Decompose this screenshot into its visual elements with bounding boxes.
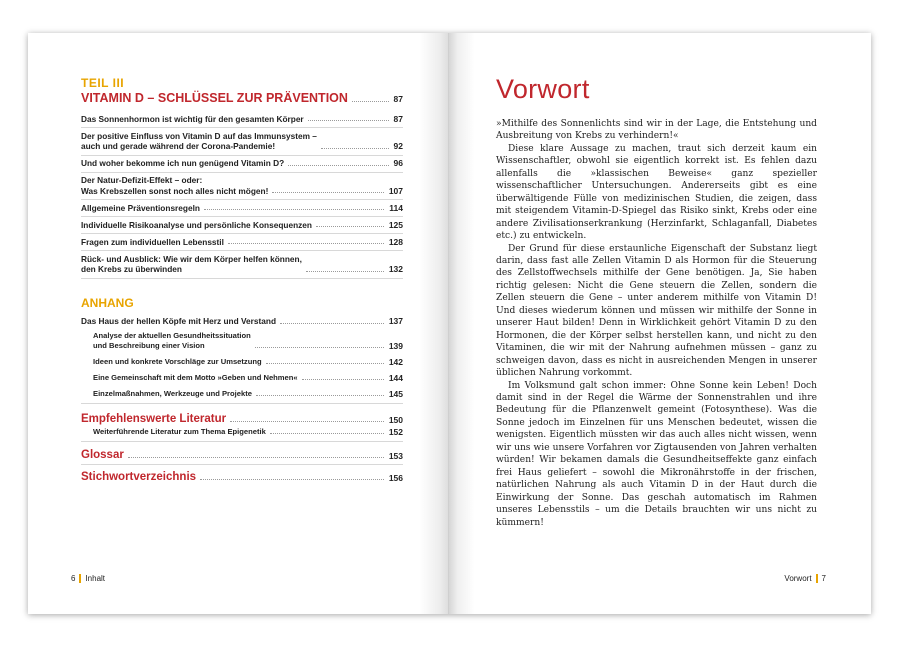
entry-text	[81, 114, 304, 125]
body-text	[496, 118, 817, 529]
leader-dots	[321, 148, 389, 149]
left-page	[28, 33, 449, 614]
page-number: 142	[388, 356, 403, 367]
toc-entry[interactable]	[81, 173, 403, 201]
page-number: 156	[388, 472, 403, 483]
entry-line: Analyse der aktuellen Gesundheitssituation	[93, 330, 251, 340]
entry-line: Der Natur-Defizit-Effekt – oder:	[81, 175, 203, 185]
toc-subentry[interactable]	[81, 425, 403, 442]
paragraph: Der Grund für diese erstaunliche Eigenschaft der Substanz liegt darin, dass fast alle Zellen Vitamin D als Hormon für die Steuerung des Zellstoffwechsels mithilfe der Gene benötigen. Ja, Sie haben richtig gelesen: Nicht die Gene steuern die Zellen, sondern die Zellen steuern die Gene – unter anderem mithilfe von Vitamin D! Und dieses wiederum können und müssen wir mithilfe der Sonne in unserer Haut bilden! Denn in Wirklichkeit gehört Vitamin D zu den Hormonen, die der Körper selbst herstellen kann, und nicht zu den Vitaminen, die wir mit der Nahrung aufnehmen müssen – ganz zu schweigen davon, dass es nicht in ausreichenden Mengen in unserer üblichen Nahrung vorkommt.	[496, 243, 817, 379]
entry-line: Allgemeine Präventionsregeln	[81, 202, 200, 213]
entry-text	[81, 131, 317, 152]
entry-text	[81, 237, 224, 248]
leader-dots	[228, 243, 384, 244]
entry-text	[93, 389, 252, 399]
toc-subentry[interactable]	[81, 329, 403, 355]
entry-line: Und woher bekomme ich nun genügend Vitamin D?	[81, 158, 285, 168]
leader-dots	[128, 457, 384, 458]
entry-line: Ideen und konkrete Vorschläge zur Umsetzung	[93, 356, 262, 366]
leader-dots	[270, 433, 384, 434]
section-title: Stichwortverzeichnis	[81, 470, 197, 483]
table-of-contents	[81, 77, 403, 486]
leader-dots	[266, 363, 384, 364]
page-number: 87	[393, 113, 403, 124]
entry-line: Individuelle Risikoanalyse und persönliche Konsequenzen	[81, 219, 312, 230]
leader-dots	[255, 347, 384, 348]
entry-text	[93, 357, 262, 367]
leader-dots	[280, 323, 384, 324]
anhang-heading: ANHANG	[81, 295, 134, 310]
page-number: 114	[389, 202, 403, 213]
entry-line: Einzelmaßnahmen, Werkzeuge und Projekte	[93, 388, 252, 398]
section-title: Glossar	[81, 448, 124, 461]
section-title: Empfehlenswerte Literatur	[81, 412, 227, 425]
entry-line: Der positive Einfluss von Vitamin D auf das Immunsystem –	[81, 130, 317, 141]
left-footer	[71, 574, 105, 583]
page-number: 92	[393, 141, 403, 151]
page-number: 107	[388, 185, 403, 196]
leader-dots	[256, 395, 384, 396]
page-number: 150	[388, 414, 403, 425]
footer-accent-bar	[816, 574, 818, 583]
toc-entries	[81, 111, 403, 279]
toc-entry[interactable]	[81, 251, 403, 279]
right-footer	[784, 574, 826, 583]
leader-dots	[272, 192, 383, 193]
page-number: 153	[388, 450, 403, 461]
page-number: 132	[388, 264, 403, 274]
leader-dots	[288, 165, 388, 166]
page-number: 145	[388, 388, 403, 399]
toc-section-stichwort[interactable]	[81, 468, 403, 486]
entry-line: Fragen zum individuellen Lebensstil	[81, 236, 224, 247]
leader-dots	[306, 271, 384, 272]
entry-text	[81, 220, 312, 231]
entry-text	[93, 331, 251, 351]
entry-text	[81, 203, 200, 214]
part-title: VITAMIN D – SCHLÜSSEL ZUR PRÄVENTION	[81, 91, 348, 105]
footer-label: Vorwort	[784, 574, 812, 583]
page-number: 125	[388, 219, 403, 230]
toc-entry[interactable]	[81, 156, 403, 173]
page-title: Vorwort	[496, 74, 590, 104]
toc-entry[interactable]	[81, 234, 403, 251]
toc-subentry[interactable]	[81, 371, 403, 387]
part-title-row[interactable]	[81, 91, 403, 105]
entry-text	[81, 175, 268, 196]
footer-accent-bar	[79, 574, 81, 583]
leader-dots	[302, 379, 384, 380]
book-spread	[28, 33, 871, 614]
toc-section-literatur[interactable]	[81, 410, 403, 425]
page-number: 96	[393, 158, 403, 168]
paragraph: Im Volksmund galt schon immer: Ohne Sonne kein Leben! Doch damit sind in der Regel die Wärme der Sonnenstrahlen und ihre Bedeutung für die Pflanzenwelt gemeint (Fotosynthese). Was die Sonne jedoch im Einzelnen für uns Menschen bedeutet, wissen die wenigsten. Eigentlich müssten wir das auch alles nicht wissen, wenn wir uns wie unsere Vorfahren vor Zigtausenden von Jahren verhalten würden! Wir bekamen damals die Gesundheitseffekte ganz einfach frei Haus geliefert – sowohl die Mikronährstoffe in der frischen, natürlichen Nahrung als auch Vitamin D in der Haut durch die Einwirkung der Sonne. Das geschah automatisch im Rahmen unseres Lebensstils – um die Details brauchten wir uns nicht zu kümmern!	[496, 380, 817, 528]
entry-line: und Beschreibung einer Vision	[93, 340, 205, 350]
entry-text: Weiterführende Literatur zum Thema Epigenetik	[93, 426, 266, 436]
entry-line: Eine Gemeinschaft mit dem Motto »Geben und Nehmen«	[93, 372, 298, 382]
entry-line: den Krebs zu überwinden	[81, 264, 182, 274]
entry-line: Rück- und Ausblick: Wie wir dem Körper helfen können,	[81, 253, 302, 264]
paragraph: »Mithilfe des Sonnenlichts sind wir in der Lage, die Entstehung und Ausbreitung von Krebs zu verhindern!«	[496, 119, 817, 142]
leader-dots	[204, 209, 384, 210]
footer-label: Inhalt	[85, 574, 106, 583]
page-number: 128	[388, 236, 403, 247]
toc-entry[interactable]	[81, 314, 403, 329]
entry-text: Das Haus der hellen Köpfe mit Herz und Verstand	[81, 316, 277, 326]
part-label: TEIL III	[81, 76, 125, 90]
toc-section-glossar[interactable]	[81, 446, 403, 465]
entry-line: Was Krebszellen sonst noch alles nicht mögen!	[81, 185, 269, 196]
entry-text	[81, 158, 284, 169]
entry-text	[81, 254, 302, 275]
entry-line: auch und gerade während der Corona-Pandemie!	[81, 141, 276, 151]
footer-page-number: 7	[821, 574, 826, 583]
toc-entry[interactable]	[81, 111, 403, 128]
leader-dots	[200, 479, 384, 480]
toc-entry[interactable]	[81, 200, 403, 217]
anhang-subentries	[81, 329, 403, 404]
paragraph: Diese klare Aussage zu machen, traut sich derzeit kaum ein Wissenschaftler, obwohl sie eigentlich korrekt ist. Es fehlen dazu allenfalls die »klassischen Beweise« ganz spezieller wissenschaftlicher Untersuchungen. Andererseits gibt es eine überwältigende Fülle von medizinischen Studien, die zeigen, dass mit steigendem Vitamin-D-Spiegel das Risiko sinkt, Krebs oder eine andere Zivilisationserkrankung (Herzinfarkt, Schlaganfall, Diabetes etc.) zu entwickeln.	[496, 143, 817, 242]
toc-entry[interactable]	[81, 217, 403, 234]
leader-dots	[230, 421, 384, 422]
leader-dots	[308, 120, 389, 121]
leader-dots	[352, 101, 389, 102]
right-page	[449, 33, 871, 614]
entry-line: Das Sonnenhormon ist wichtig für den gesamten Körper	[81, 113, 304, 124]
toc-subentry[interactable]	[81, 355, 403, 371]
toc-subentry[interactable]	[81, 387, 403, 403]
entry-text	[93, 373, 298, 383]
page-number: 87	[393, 94, 403, 104]
page-number: 139	[388, 340, 403, 351]
page-number: 144	[388, 372, 403, 383]
page-number: 152	[388, 426, 403, 437]
toc-entry[interactable]	[81, 128, 403, 156]
page-number: 137	[388, 316, 403, 326]
leader-dots	[316, 226, 384, 227]
footer-page-number: 6	[71, 574, 76, 583]
